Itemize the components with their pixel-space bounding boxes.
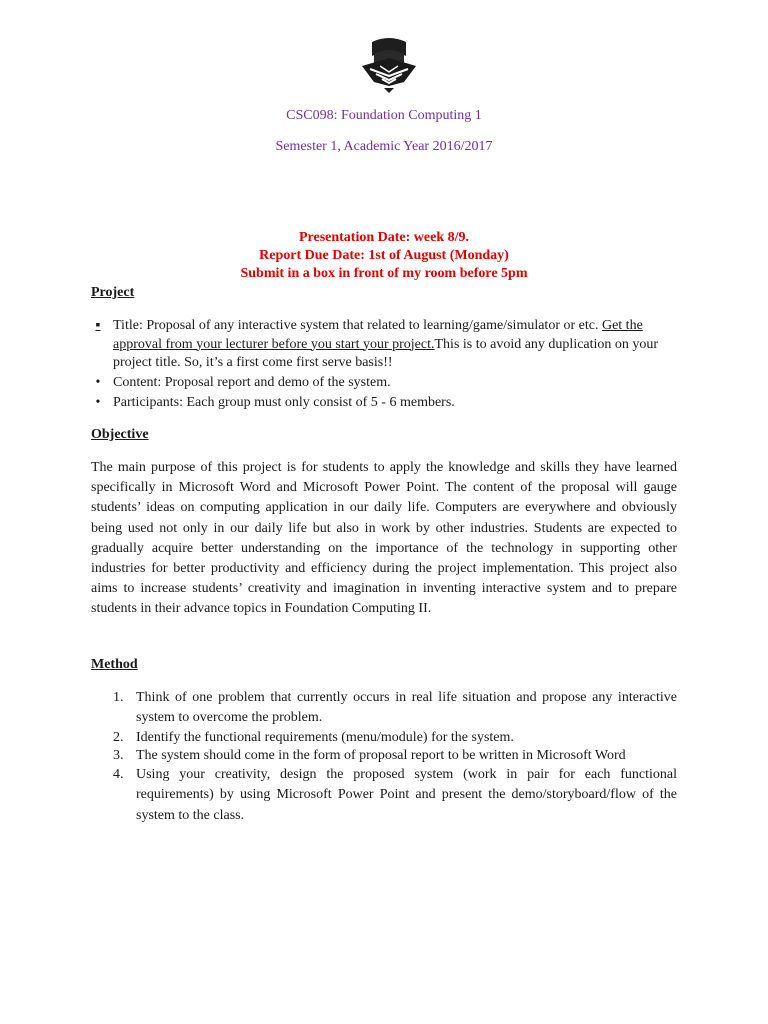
bullet-item-title <box>91 317 677 373</box>
bullet-item-participants <box>91 394 677 413</box>
method-item-number: 1. <box>113 690 124 705</box>
method-item <box>113 747 677 765</box>
method-item <box>113 688 677 729</box>
objective-heading: Objective <box>91 427 149 442</box>
method-item-text: The system should come in the form of proposal report to be written in Microsoft Word <box>136 747 626 763</box>
title-text: Title: Proposal of any interactive system that related to learning/game/simulator or etc. <box>113 318 602 333</box>
submission-instructions: Submit in a box in front of my room before 5pm <box>240 266 528 281</box>
method-item-text: Using your creativity, design the proposed system (work in pair for each functional requirements) by using Microsoft Power Point and present the demo/storyboard/flow of the system to the class. <box>136 766 677 823</box>
bullet-icon: • <box>95 395 101 410</box>
method-list <box>113 688 677 826</box>
semester-line: Semester 1, Academic Year 2016/2017 <box>275 139 493 154</box>
method-item <box>113 765 677 826</box>
participants-text: Participants: Each group must only consist of 5 - 6 members. <box>113 395 455 410</box>
duplication-note: This is to avoid any duplication on your project title. So, it’s a first come first serve basis!! <box>113 336 659 370</box>
project-bullet-list <box>91 317 677 414</box>
method-heading: Method <box>91 657 138 672</box>
bullet-item-content <box>91 374 677 393</box>
bullet-icon: ▪ <box>95 318 101 333</box>
project-heading: Project <box>91 285 135 300</box>
method-item-text: Identify the functional requirements (menu/module) for the system. <box>136 729 514 745</box>
report-due-date: Report Due Date: 1st of August (Monday) <box>259 248 509 263</box>
method-item-number: 2. <box>113 729 124 745</box>
method-item-number: 4. <box>113 766 124 782</box>
method-item-number: 3. <box>113 747 124 763</box>
course-title: CSC098: Foundation Computing 1 <box>286 108 482 123</box>
method-item-text: Think of one problem that currently occurs in real life situation and propose any interactive system to overcome the problem. <box>136 690 677 726</box>
bullet-icon: • <box>95 375 101 390</box>
objective-paragraph: The main purpose of this project is for students to apply the knowledge and skills they have learned specifically in Microsoft Word and Microsoft Power Point. The content of the proposal will gauge students’ ideas on computing application in our daily life. Computers are everywhere and obviously being used not only in our daily life but also in work by other industries. Students are expected to gradually acquire better understanding on the importance of the technology in supporting other industries for better productivity and efficiency during the project implementation. This project also aims to increase students’ creativity and imagination in inventing interactive system and to prepare students in their advance topics in Foundation Computing II. <box>91 460 677 617</box>
method-item <box>113 729 677 747</box>
content-text: Content: Proposal report and demo of the system. <box>113 375 391 390</box>
university-crest-icon <box>358 36 420 94</box>
presentation-date: Presentation Date: week 8/9. <box>298 230 470 245</box>
approval-note: Get the approval from your lecturer before you start your project. <box>113 318 643 352</box>
